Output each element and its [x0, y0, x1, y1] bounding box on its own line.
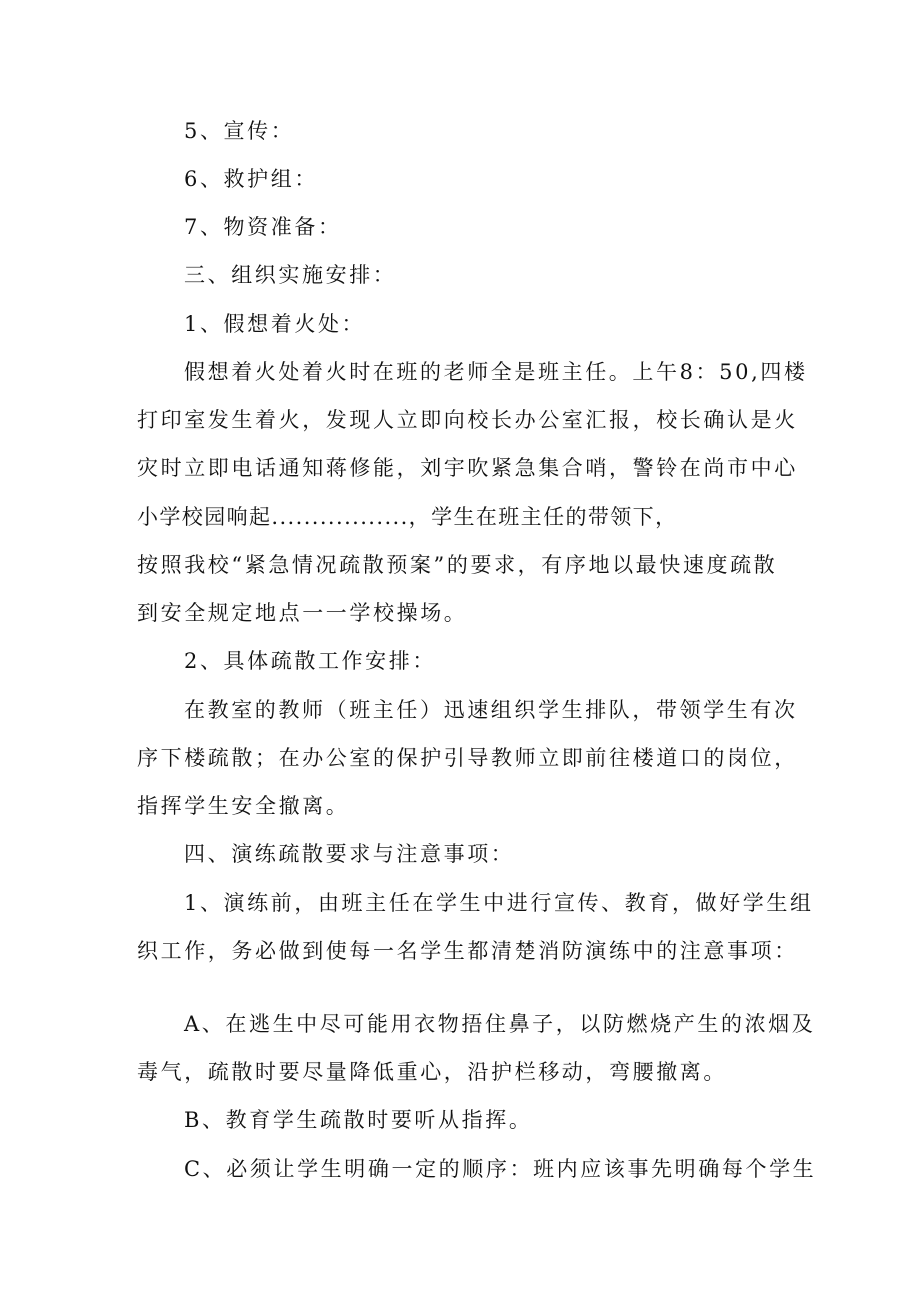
paragraph-line: 指挥学生安全撤离。: [137, 794, 350, 818]
paragraph-line: 灾时立即电话通知蒋修能，刘宇吹紧急集合哨，警铃在尚市中心: [137, 456, 798, 480]
list-item-materials: 7、物资准备：: [184, 215, 342, 239]
paragraph-line: 假想着火处着火时在班的老师全是班主任。上午8：50,四楼: [184, 360, 808, 384]
list-item-order: C、必须让学生明确一定的顺序：班内应该事先明确每个学生: [184, 1157, 817, 1181]
list-item-publicity: 5、宣传：: [184, 119, 295, 143]
paragraph-line: 1、演练前，由班主任在学生中进行宣传、教育，做好学生组: [184, 891, 814, 915]
list-item-obey-command: B、教育学生疏散时要听从指挥。: [184, 1108, 533, 1132]
paragraph-line: 在教室的教师（班主任）迅速组织学生排队，带领学生有次: [184, 698, 798, 722]
list-item-rescue-team: 6、救护组：: [184, 167, 318, 191]
paragraph-line: 到安全规定地点一一学校操场。: [137, 601, 468, 625]
paragraph-line: 按照我校“紧急情况疏散预案”的要求，有序地以最快速度疏散: [137, 553, 778, 577]
subheading-fire-location: 1、假想着火处：: [184, 312, 366, 336]
paragraph-line: 织工作，务必做到使每一名学生都清楚消防演练中的注意事项：: [137, 939, 798, 963]
section-heading-requirements: 四、演练疏散要求与注意事项：: [184, 842, 515, 866]
section-heading-implementation: 三、组织实施安排：: [184, 263, 397, 287]
paragraph-line: 打印室发生着火，发现人立即向校长办公室汇报，校长确认是火: [137, 408, 798, 432]
paragraph-line: 序下楼疏散；在办公室的保护引导教师立即前往楼道口的岗位，: [137, 746, 798, 770]
paragraph-line: A、在逃生中尽可能用衣物捂住鼻子，以防燃烧产生的浓烟及: [184, 1012, 816, 1036]
paragraph-line: 毒气，疏散时要尽量降低重心，沿护栏移动，弯腰撤离。: [137, 1060, 727, 1084]
subheading-evacuation-arrangement: 2、具体疏散工作安排：: [184, 649, 436, 673]
paragraph-line: 小学校园响起.................，学生在班主任的带领下，: [137, 505, 678, 529]
